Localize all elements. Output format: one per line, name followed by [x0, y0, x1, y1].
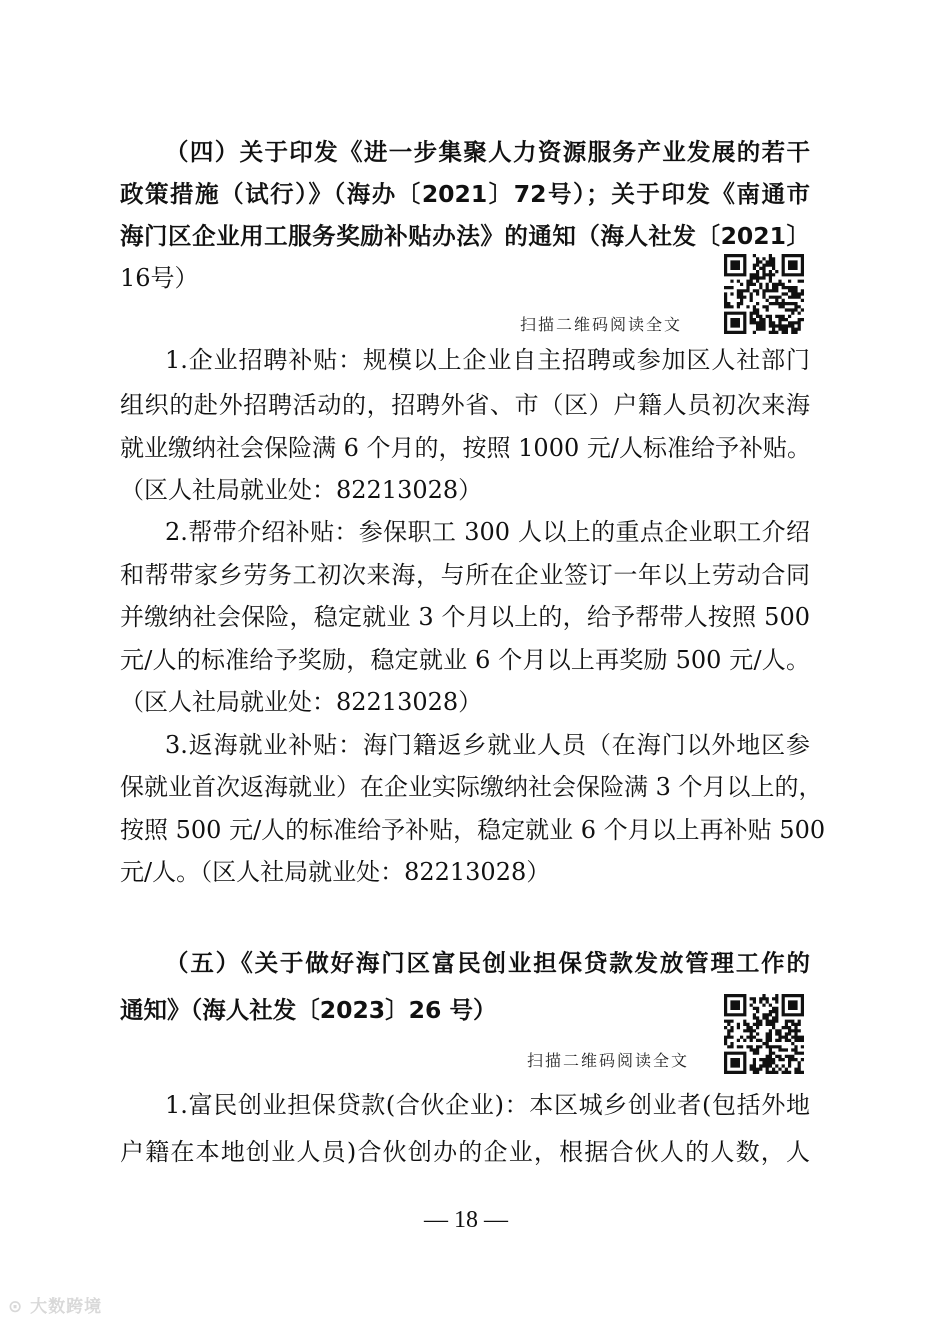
watermark-text: 大数跨境 — [30, 1297, 103, 1317]
heading-line: （五）《关于做好海门区富民创业担保贷款发放管理工作的 — [165, 949, 810, 977]
qr-caption: 扫描二维码阅读全文 — [527, 1051, 690, 1070]
heading-line: 海门区企业用工服务奖励补贴办法》的通知（海人社发〔2021〕 — [120, 222, 810, 250]
body-line: 元/人。（区人社局就业处：82213028） — [120, 858, 551, 886]
body-line: 2.帮带介绍补贴：参保职工 300 人以上的重点企业职工介绍 — [165, 518, 810, 546]
body-line: 户籍在本地创业人员)合伙创办的企业，根据合伙人的人数，人 — [120, 1138, 810, 1166]
body-line: 元/人的标准给予奖励，稳定就业 6 个月以上再奖励 500 元/人。 — [120, 646, 810, 674]
body-line: 就业缴纳社会保险满 6 个月的，按照 1000 元/人标准给予补贴。 — [120, 434, 811, 462]
heading-line: 通知》（海人社发〔2023〕26 号） — [120, 996, 497, 1024]
qr-modules — [724, 254, 804, 334]
watermark: ⊙ 大数跨境 — [8, 1297, 103, 1317]
body-line: 3.返海就业补贴：海门籍返乡就业人员（在海门以外地区参 — [165, 731, 810, 759]
heading-line: 16号） — [120, 264, 199, 292]
qr-modules — [724, 994, 804, 1074]
qr-code-icon[interactable] — [722, 254, 806, 334]
heading-line: （四）关于印发《进一步集聚人力资源服务产业发展的若干 — [165, 138, 810, 166]
body-line: 和帮带家乡劳务工初次来海，与所在企业签订一年以上劳动合同 — [120, 561, 810, 589]
body-line: 组织的赴外招聘活动的，招聘外省、市（区）户籍人员初次来海 — [120, 391, 810, 419]
body-line: 保就业首次返海就业）在企业实际缴纳社会保险满 3 个月以上的， — [120, 773, 823, 801]
body-line: 1.企业招聘补贴：规模以上企业自主招聘或参加区人社部门 — [165, 346, 810, 374]
body-line: （区人社局就业处：82213028） — [120, 476, 483, 504]
qr-code-icon[interactable] — [722, 994, 806, 1074]
body-line: 并缴纳社会保险，稳定就业 3 个月以上的，给予帮带人按照 500 — [120, 603, 810, 631]
qr-caption: 扫描二维码阅读全文 — [520, 315, 683, 334]
body-line: 1.富民创业担保贷款(合伙企业)：本区城乡创业者(包括外地 — [165, 1091, 810, 1119]
heading-line: 政策措施（试行）》（海办〔2021〕72号）；关于印发《南通市 — [120, 180, 810, 208]
body-line: 按照 500 元/人的标准给予补贴，稳定就业 6 个月以上再补贴 500 — [120, 816, 826, 844]
page-number: — 18 — — [424, 1207, 508, 1233]
body-line: （区人社局就业处：82213028） — [120, 688, 483, 716]
